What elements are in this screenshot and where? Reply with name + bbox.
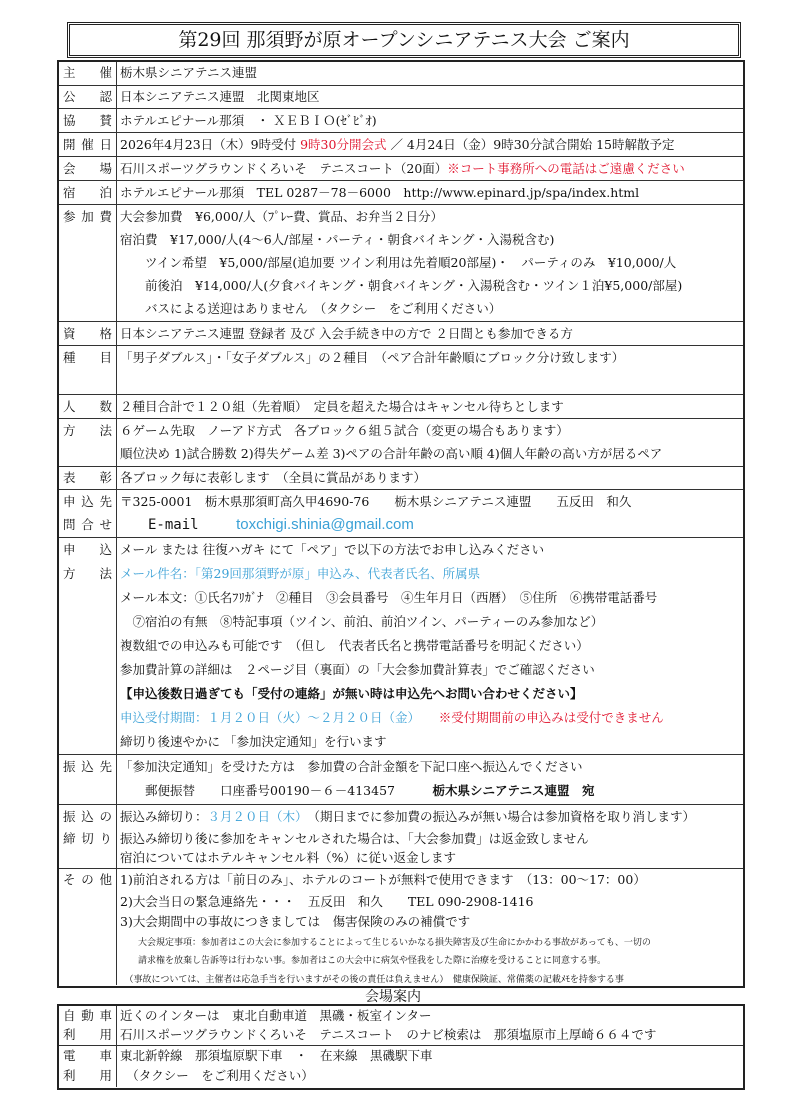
text-segment: 各ブロック毎に表彰します （全員に賞品があります） [120,470,427,485]
table-row [59,1045,743,1087]
text-segment: ※受付期間前の申込みは受付できません [438,710,664,725]
content-line [120,86,741,108]
content-line [120,322,741,345]
row-label [59,62,117,85]
content-line [120,490,741,513]
row-content [120,346,741,394]
text-segment: （期日までに参加費の振込みが無い場合は参加資格を取り消します） [301,809,696,824]
content-line [120,869,741,891]
row-label-line: 人 数 [63,399,112,414]
content-line [120,395,741,418]
text-segment: E-mail [120,517,199,533]
content-line [120,442,741,466]
table-row [59,321,743,346]
content-line [120,370,741,394]
content-line [120,968,741,988]
content-line [120,1025,741,1044]
row-content [120,467,741,489]
text-segment: 宿泊費 ¥17,000/人(4～6人/部屋・パーティ・朝食バイキング・入湯税含む) [120,232,555,247]
row-label [59,419,117,467]
content-line [120,658,741,682]
row-label-line: 参加費 [63,209,112,224]
text-segment: 日本シニアテニス連盟 北関東地区 [120,89,320,104]
table-row [59,85,743,109]
text-segment: 東北新幹線 那須塩原駅下車 ・ 在来線 黒磯駅下車 [120,1048,433,1063]
row-content [120,395,741,418]
text-segment: ※コート事務所への電話はご遠慮ください [447,161,685,176]
content-line [120,891,741,912]
row-content [120,133,741,156]
table-row [59,132,743,157]
content-line [120,849,741,867]
row-label-line [59,442,116,466]
row-content [120,869,741,988]
content-line [120,251,741,274]
content-line [120,346,741,370]
table-row [59,537,743,755]
row-label-line: 公 認 [63,89,112,104]
text-segment: 近くのインターは 東北自動車道 黒磯・板室インター [120,1008,432,1023]
table-row [59,62,743,85]
text-segment: 申込受付期間： [120,710,208,725]
content-line [120,133,741,156]
row-label-line: 方 法 [63,423,112,438]
row-label-line: 開催日 [63,137,112,152]
content-line [120,513,741,536]
row-label-line [59,778,116,804]
content-line [120,805,741,829]
row-label-line: 方 法 [63,566,112,581]
table-row [59,1006,743,1045]
row-content [120,205,741,321]
row-label-line: 会 場 [63,161,112,176]
content-line [120,62,741,83]
text-segment: 「男子ダブルス」・「女子ダブルス」の２種目 （ペア合計年齢順にブロック分け致します） [120,350,625,365]
text-segment: ⑦宿泊の有無 ⑧特記事項（ツイン、前泊、前泊ツイン、パーティーのみ参加など） [120,614,604,629]
row-label [59,109,117,133]
table-row [59,108,743,133]
text-segment: ／ 4月24日（金）9時30分試合開始 15時解散予定 [386,137,675,152]
row-label-line: 種 目 [63,350,112,365]
row-content [120,755,741,804]
row-label-line: 協 賛 [63,113,112,128]
row-label-line: 問合せ [63,517,112,532]
row-label-line: 振込先 [63,759,112,774]
text-segment: 2026年4月23日（木）9時受付 [120,137,301,152]
text-segment: 栃木県シニアテニス連盟 宛 [432,783,595,798]
text-segment: 〒325-0001 栃木県那須町高久甲4690-76 栃木県シニアテニス連盟 五反田 和久 [120,494,632,509]
row-label-line: 利 用 [63,1068,112,1083]
text-segment: 参加費計算の詳細は ２ページ目（裏面）の「大会参加費計算表」でご確認ください [120,662,595,677]
title-text: 第29回 那須野が原オープンシニアテニス大会 ご案内 [178,29,630,51]
text-segment: 大会規定事項：参加者はこの大会に参加することによって生じるいかなる損失障害及び生命にかかわる事故があっても、一切の [120,938,651,948]
text-segment: 郵便振替 口座番号00190－６－413457 [120,783,433,798]
venue-table [57,1004,745,1090]
content-line [120,1046,741,1066]
text-segment: 日本シニアテニス連盟 登録者 及び 入会手続き中の方で ２日間とも参加できる方 [120,326,573,341]
table-row [59,394,743,419]
text-segment: 振込み締切り： [120,809,208,824]
text-segment: メール件名：「第29回那須野が原」申込み、代表者氏名、所属県 [120,566,481,581]
row-content [120,490,741,536]
row-label-line [59,849,116,867]
row-label [59,322,117,346]
page-title [67,22,741,58]
row-label-line: 利 用 [63,1027,112,1042]
row-label [59,467,117,490]
row-content [120,419,741,466]
row-label [59,755,117,805]
row-content [120,1006,741,1044]
content-line [120,1006,741,1025]
content-line [120,755,741,778]
text-segment: 請求権を放棄し告訴等は行わない事。参加者はこの大会中に病気や怪我をした際に治療を受けることに同意する事。 [120,956,607,966]
row-label-line: 主 催 [63,65,112,80]
content-line [120,932,741,950]
table-row [59,489,743,538]
row-label [59,1006,117,1045]
text-segment: 前後泊 ¥14,000/人(夕食バイキング・朝食バイキング・入湯税含む・ツイン１泊¥5,000/部屋) [120,278,683,293]
content-line [120,730,741,754]
text-segment: 「参加決定通知」を受けた方は 参加費の合計金額を下記口座へ振込んでください [120,759,583,774]
row-label-line: 宿 泊 [63,185,112,200]
row-label-line: 締切り [63,831,112,846]
row-label [59,133,117,157]
content-line [120,610,741,634]
text-segment: ３月２０日（木） [207,809,302,824]
text-segment: メール または 往復ハガキ にて「ペア」で以下の方法でお申し込みください [120,542,545,557]
row-content [120,109,741,132]
text-segment: 振込み締切り後に参加をキャンセルされた場合は、「大会参加費」は返金致しません [120,831,589,846]
content-line [120,109,741,132]
text-segment: １月２０日（火）～２月２０日（金） [207,710,414,725]
text-segment: ６ゲーム先取 ノーアド方式 各ブロック６組５試合（変更の場合もあります） [120,423,569,438]
text-segment: 石川スポーツグラウンドくろいそ テニスコート（20面） [120,161,448,176]
text-segment: （事故については、主催者は応急手当を行いますがその後の責任は負えません） 健康保険証、常備薬の記載ﾒﾓを持参する事 [120,975,624,985]
row-label-line [59,370,116,394]
venue-heading: 会場案内 [365,989,421,1005]
row-label-line: 資 格 [63,326,112,341]
text-segment: 順位決め 1)試合勝数 2)得失ゲーム差 3)ペアの合計年齢の高い順 4)個人年齢の高い方が居るペア [120,446,663,461]
row-label [59,805,117,869]
text-segment: 宿泊についてはホテルキャンセル料（%）に従い返金します [120,850,457,865]
text-segment: バスによる送迎はありません （タクシー をご利用ください） [120,301,502,316]
row-content [120,181,741,204]
content-line [120,634,741,658]
row-content [120,62,741,83]
text-segment [414,710,439,725]
content-line [120,205,741,228]
row-content [120,322,741,345]
row-label [59,490,117,538]
row-label-line: 申 込 [63,542,112,557]
text-segment: ２種目合計で１２０組（先着順） 定員を超えた場合はキャンセル待ちとします [120,399,564,414]
table-row [59,418,743,467]
text-segment: ホテルエピナール那須 TEL 0287－78－6000 http://www.epinard.jp/spa/index.html [120,185,640,200]
row-content [120,805,741,867]
row-label [59,346,117,395]
text-segment: 締切り後速やかに 「参加決定通知」を行います [120,734,387,749]
text-segment: ツイン希望 ¥5,000/部屋(追加要 ツイン利用は先着順20部屋)・ パーティのみ ¥10,000/人 [120,255,677,270]
row-label-line: 表 彰 [63,470,112,485]
content-line [120,912,741,932]
text-segment: 複数組での申込みも可能です （但し 代表者氏名と携帯電話番号を明記ください） [120,638,589,653]
content-line [120,682,741,706]
text-segment: 石川スポーツグラウンドくろいそ テニスコート のナビ検索は 那須塩原市上厚崎６６４です [120,1027,657,1042]
row-label [59,86,117,109]
row-label [59,1046,117,1087]
content-line [120,274,741,297]
content-line [120,562,741,586]
table-row [59,156,743,181]
row-content [120,1046,741,1086]
content-line [120,706,741,730]
table-row [59,204,743,322]
content-line [120,419,741,442]
content-line [120,467,741,489]
content-line [120,228,741,251]
text-segment: 9時30分開会式 [300,137,387,152]
table-row [59,345,743,395]
text-segment: ホテルエピナール那須 ・ ＸＥＢＩＯ(ｾﾞﾋﾞｵ) [120,113,377,128]
content-line [120,586,741,610]
row-label [59,157,117,181]
content-line [120,538,741,562]
row-content [120,538,741,754]
text-segment: メール本文：①氏名ﾌﾘｶﾞﾅ ②種目 ③会員番号 ④生年月日（西暦） ⑤住所 ⑥携帯電話番号 [120,590,658,605]
content-line [120,181,741,204]
row-label [59,205,117,322]
text-segment: 1)前泊される方は「前日のみ」、ホテルのコートが無料で使用できます （13：00～17：00） [120,872,646,887]
content-line [120,950,741,968]
content-line [120,829,741,849]
row-label [59,869,117,985]
table-row [59,868,743,985]
table-row [59,804,743,869]
row-label [59,181,117,205]
text-segment: 大会参加費 ¥6,000/人（ﾌﾟﾚｰ費、賞品、お弁当２日分） [120,209,443,224]
table-row [59,466,743,490]
content-line [120,778,741,804]
text-segment: 【申込後数日過ぎても「受付の連絡」が無い時は申込先へお問い合わせください】 [120,686,583,701]
row-content [120,157,741,180]
text-segment: 2)大会当日の緊急連絡先・・・ 五反田 和久 TEL 090-2908-1416 [120,894,534,909]
text-segment: 3)大会期間中の事故につきましては 傷害保険のみの補償です [120,914,471,929]
row-content [120,86,741,108]
row-label [59,538,117,755]
table-row [59,754,743,805]
row-label-line: その他 [63,872,112,887]
content-line [120,297,741,321]
text-segment: （タクシー をご利用ください） [120,1068,314,1083]
row-label-line: 振込の [63,809,112,824]
row-label-line: 申込先 [63,494,112,509]
table-row [59,180,743,205]
row-label [59,395,117,419]
row-label-line: 自動車 [63,1008,112,1023]
email-link[interactable]: toxchigi.shinia@gmail.com [236,516,414,533]
text-segment [199,517,237,532]
row-label-line: 電 車 [63,1048,112,1063]
text-segment: 栃木県シニアテニス連盟 [120,65,258,80]
main-info-table [57,60,745,988]
content-line [120,157,741,180]
content-line [120,1066,741,1086]
